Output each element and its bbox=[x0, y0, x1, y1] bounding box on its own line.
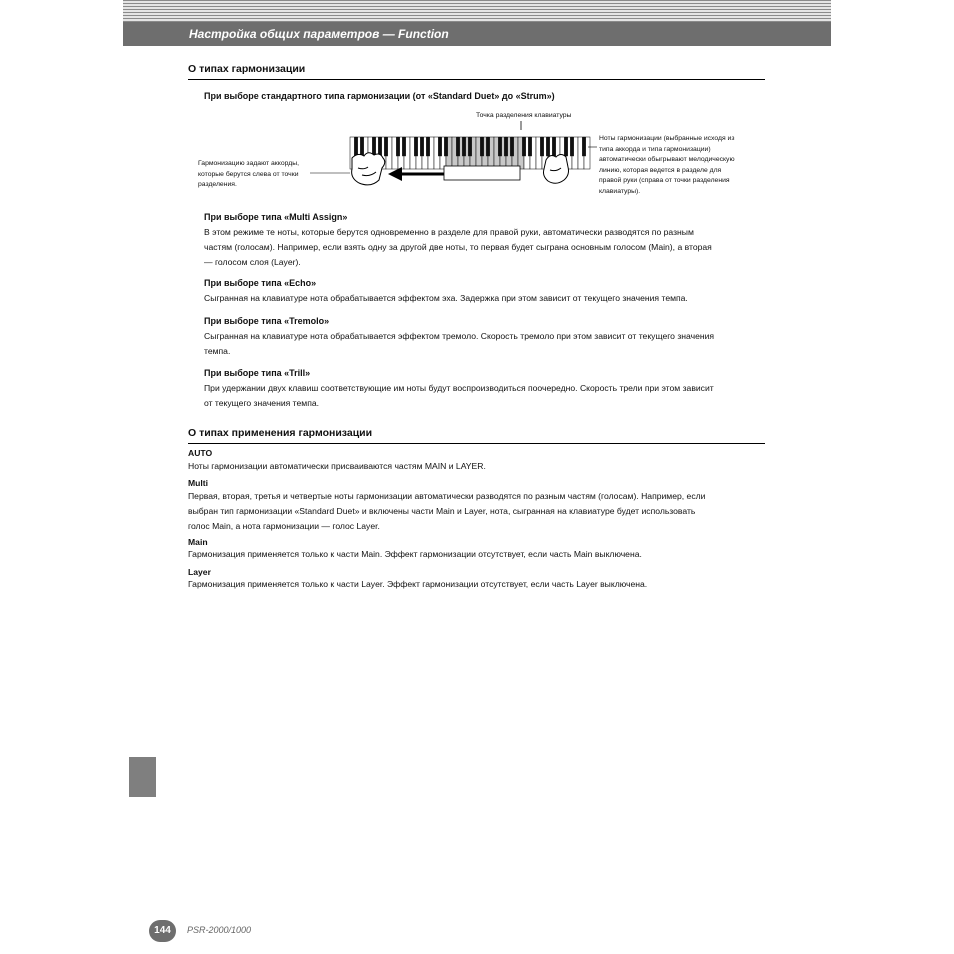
black-key bbox=[528, 137, 532, 156]
page-number-badge: 144 bbox=[149, 920, 176, 942]
section-title-harmony-types: О типах гармонизации bbox=[188, 63, 306, 75]
black-key bbox=[444, 137, 448, 156]
trill-text: При удержании двух клавиш соответствующие им ноты будут воспроизводиться поочередно. Скорость трели при этом зависит от текущего значения темпа. bbox=[204, 383, 714, 408]
black-key bbox=[564, 137, 568, 156]
subsection-title-multi: Multi bbox=[188, 478, 209, 488]
subsection-title-tremolo: При выборе типа «Tremolo» bbox=[204, 316, 330, 326]
black-key bbox=[510, 137, 514, 156]
subsection-title-standard: При выборе стандартного типа гармонизации (от «Standard Duet» до «Strum») bbox=[204, 91, 555, 101]
black-key bbox=[480, 137, 484, 156]
multi-assign-text: В этом режиме те ноты, которые берутся одновременно в разделе для правой руки, автоматически разводятся по разным частям (голосам). Например, если взять одну за другой две ноты, то первая будет сыграна основным голосом (Main), а вторая — голосом слоя (Layer). bbox=[204, 227, 712, 267]
black-key bbox=[372, 137, 376, 156]
black-key bbox=[360, 137, 364, 156]
section-rule bbox=[188, 443, 765, 444]
range-bracket bbox=[444, 166, 520, 180]
black-key bbox=[468, 137, 472, 156]
main-text: Гармонизация применяется только к части Main. Эффект гармонизации отсутствует, если часть Main выключена. bbox=[188, 549, 642, 559]
black-key bbox=[498, 137, 502, 156]
footer-model-name: PSR-2000/1000 bbox=[187, 925, 252, 935]
black-key bbox=[438, 137, 442, 156]
black-key bbox=[384, 137, 388, 156]
left-note: Гармонизацию задают аккорды, которые берутся слева от точки разделения. bbox=[198, 160, 299, 188]
right-hand-icon bbox=[544, 155, 569, 184]
subsection-title-layer: Layer bbox=[188, 567, 211, 577]
black-key bbox=[582, 137, 586, 156]
black-key bbox=[420, 137, 424, 156]
subsection-title-echo: При выборе типа «Echo» bbox=[204, 278, 317, 288]
black-key bbox=[462, 137, 466, 156]
split-point-label: Точка разделения клавиатуры bbox=[476, 112, 572, 119]
auto-text: Ноты гармонизации автоматически присваиваются частям MAIN и LAYER. bbox=[188, 461, 486, 471]
echo-text: Сыгранная на клавиатуре нота обрабатывается эффектом эха. Задержка при этом зависит от текущего значения темпа. bbox=[204, 293, 688, 303]
black-key bbox=[354, 137, 358, 156]
black-key bbox=[540, 137, 544, 156]
black-key bbox=[546, 137, 550, 156]
black-key bbox=[396, 137, 400, 156]
black-key bbox=[522, 137, 526, 156]
subsection-title-trill: При выборе типа «Trill» bbox=[204, 368, 311, 378]
black-key bbox=[378, 137, 382, 156]
subsection-title-auto: AUTO bbox=[188, 448, 213, 458]
black-key bbox=[552, 137, 556, 156]
subsection-title-multi-assign: При выборе типа «Multi Assign» bbox=[204, 212, 348, 222]
subsection-title-main: Main bbox=[188, 537, 208, 547]
black-key bbox=[570, 137, 574, 156]
page-header-title: Настройка общих параметров — Function bbox=[189, 27, 449, 41]
black-key bbox=[486, 137, 490, 156]
left-hand-icon bbox=[352, 153, 385, 185]
tremolo-text: Сыгранная на клавиатуре нота обрабатывается эффектом тремоло. Скорость тремоло при этом зависит от текущего значения темпа. bbox=[204, 331, 715, 356]
black-key bbox=[456, 137, 460, 156]
black-key bbox=[504, 137, 508, 156]
section-title-harmony-apply: О типах применения гармонизации bbox=[188, 427, 373, 439]
layer-text: Гармонизация применяется только к части Layer. Эффект гармонизации отсутствует, если часть Layer выключена. bbox=[188, 579, 648, 589]
black-key bbox=[426, 137, 430, 156]
chapter-side-tab bbox=[129, 757, 156, 797]
multi-text: Первая, вторая, третья и четвертые ноты гармонизации автоматически разводятся по разным частям (голосам). Например, если выбран тип гармонизации «Standard Duet» и включены части Main и Layer, нота, сыгранная на клавиатуре будет использовать голос Main, а нота гармонизации — голос Layer. bbox=[188, 491, 706, 531]
black-key bbox=[414, 137, 418, 156]
right-note: Ноты гармонизации (выбранные исходя из типа аккорда и типа гармонизации) автоматически обыгрывают мелодическую линию, которая ведется в разделе для правой руки (справа от точки разделения клавиатуры). bbox=[599, 135, 735, 195]
black-key bbox=[402, 137, 406, 156]
